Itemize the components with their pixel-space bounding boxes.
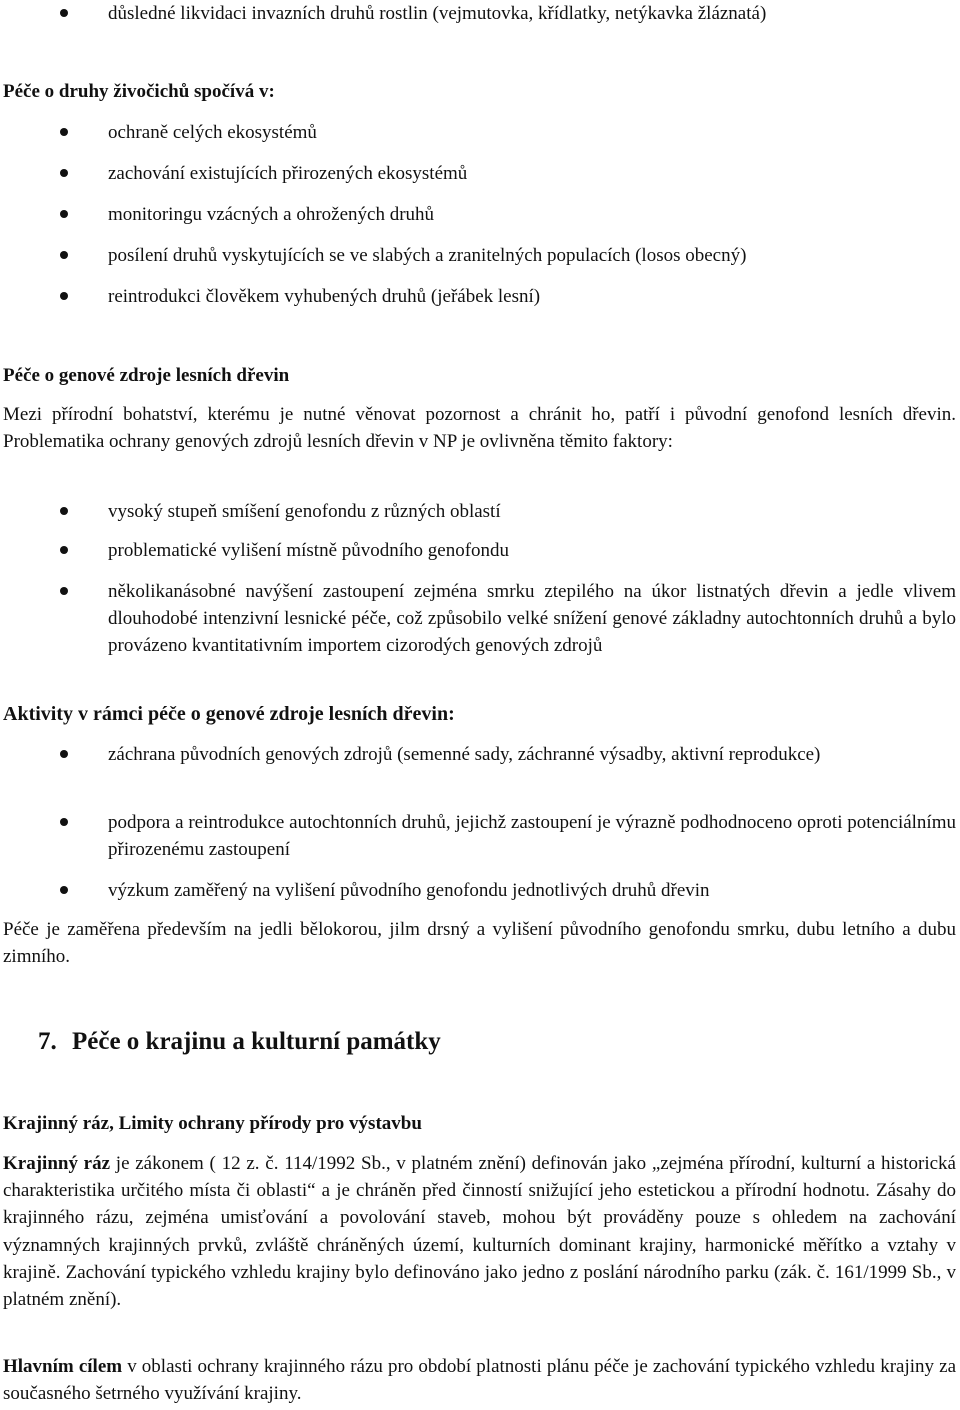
list-item: důsledné likvidaci invazních druhů rostlin (vejmutovka, křídlatky, netýkavka žláznatá) — [108, 3, 767, 24]
chapter-number: 7. — [38, 1028, 57, 1055]
bullet-dot — [60, 886, 68, 894]
bullet-dot — [60, 587, 68, 595]
bullet-dot — [60, 292, 68, 300]
list-item: monitoringu vzácných a ohrožených druhů — [108, 204, 435, 225]
paragraph: Péče je zaměřena především na jedli bělokorou, jilm drsný a vylišení původního genofondu smrku, dubu letního a dubu zimního. — [3, 919, 956, 968]
paragraph: Mezi přírodní bohatství, kterému je nutné věnovat pozornost a chránit ho, patří i původní genofond lesních dřevin. Problematika ochrany genových zdrojů lesních dřevin v NP je ovlivněna těmito faktory: — [3, 404, 956, 453]
bullet-dot — [60, 750, 68, 758]
bullet-dot — [60, 507, 68, 515]
chapter-heading — [38, 1028, 441, 1056]
paragraph-text: v oblasti ochrany krajinného rázu pro období platnosti plánu péče je zachování typického vzhledu krajiny za současného šetrného využívání krajiny. — [3, 1356, 957, 1405]
section-heading: Péče o genové zdroje lesních dřevin — [3, 365, 290, 386]
bullet-dot — [60, 128, 68, 136]
bullet-dot — [60, 210, 68, 218]
list-item: ochraně celých ekosystémů — [108, 122, 317, 143]
list-item: problematické vylišení místně původního genofondu — [108, 540, 510, 561]
list-item: zachování existujících přirozených ekosystémů — [108, 163, 468, 184]
paragraph-text: je zákonem ( 12 z. č. 114/1992 Sb., v platném znění) definován jako „zejména přírodní, kulturní a historická charakteristika určitého místa či oblasti“ a je chráněn před činností snižující jeho estetickou a přírodní hodnotu. Zásahy do krajinného rázu, zejména umisťování a povolování staveb, mohou být prováděny pouze s ohledem na zachování významných krajinných prvků, zvláště chráněných území, kulturních dominant krajiny, harmonické měřítko a vztahy v krajině. Zachování typického vzhledu krajiny bylo definováno jako jedno z poslání národního parku (zák. č. 161/1999 Sb., v platném znění). — [3, 1153, 956, 1311]
paragraph — [3, 1353, 956, 1407]
bold-term: Hlavním cílem — [3, 1356, 123, 1377]
list-item: podpora a reintrodukce autochtonních druhů, jejichž zastoupení je výrazně podhodnoceno oproti potenciálnímu přirozenému zastoupení — [108, 812, 956, 860]
section-heading: Krajinný ráz, Limity ochrany přírody pro výstavbu — [3, 1113, 422, 1134]
list-item: několikanásobné navýšení zastoupení zejména smrku ztepilého na úkor listnatých dřevin a jedle vlivem dlouhodobé intenzivní lesnické péče, což způsobilo velké snížení genové základny autochtonních druhů a bylo provázeno kvantitativním importem cizorodých genových zdrojů — [108, 581, 956, 656]
bullet-dot — [60, 169, 68, 177]
list-item: vysoký stupeň smíšení genofondu z různých oblastí — [108, 501, 501, 522]
bullet-dot — [60, 546, 68, 554]
bullet-dot — [60, 9, 68, 17]
bullet-dot — [60, 251, 68, 259]
list-item: záchrana původních genových zdrojů (semenné sady, záchranné výsadby, aktivní reprodukce) — [108, 744, 821, 765]
paragraph — [3, 1150, 956, 1313]
section-heading: Aktivity v rámci péče o genové zdroje lesních dřevin: — [3, 703, 455, 725]
chapter-title: Péče o krajinu a kulturní památky — [72, 1028, 441, 1055]
bold-term: Krajinný ráz — [3, 1153, 111, 1174]
list-item: posílení druhů vyskytujících se ve slabých a zranitelných populacích (losos obecný) — [108, 245, 747, 266]
section-heading: Péče o druhy živočichů spočívá v: — [3, 81, 275, 102]
list-item: reintrodukci člověkem vyhubených druhů (jeřábek lesní) — [108, 286, 541, 307]
bullet-dot — [60, 818, 68, 826]
list-item: výzkum zaměřený na vylišení původního genofondu jednotlivých druhů dřevin — [108, 880, 710, 901]
